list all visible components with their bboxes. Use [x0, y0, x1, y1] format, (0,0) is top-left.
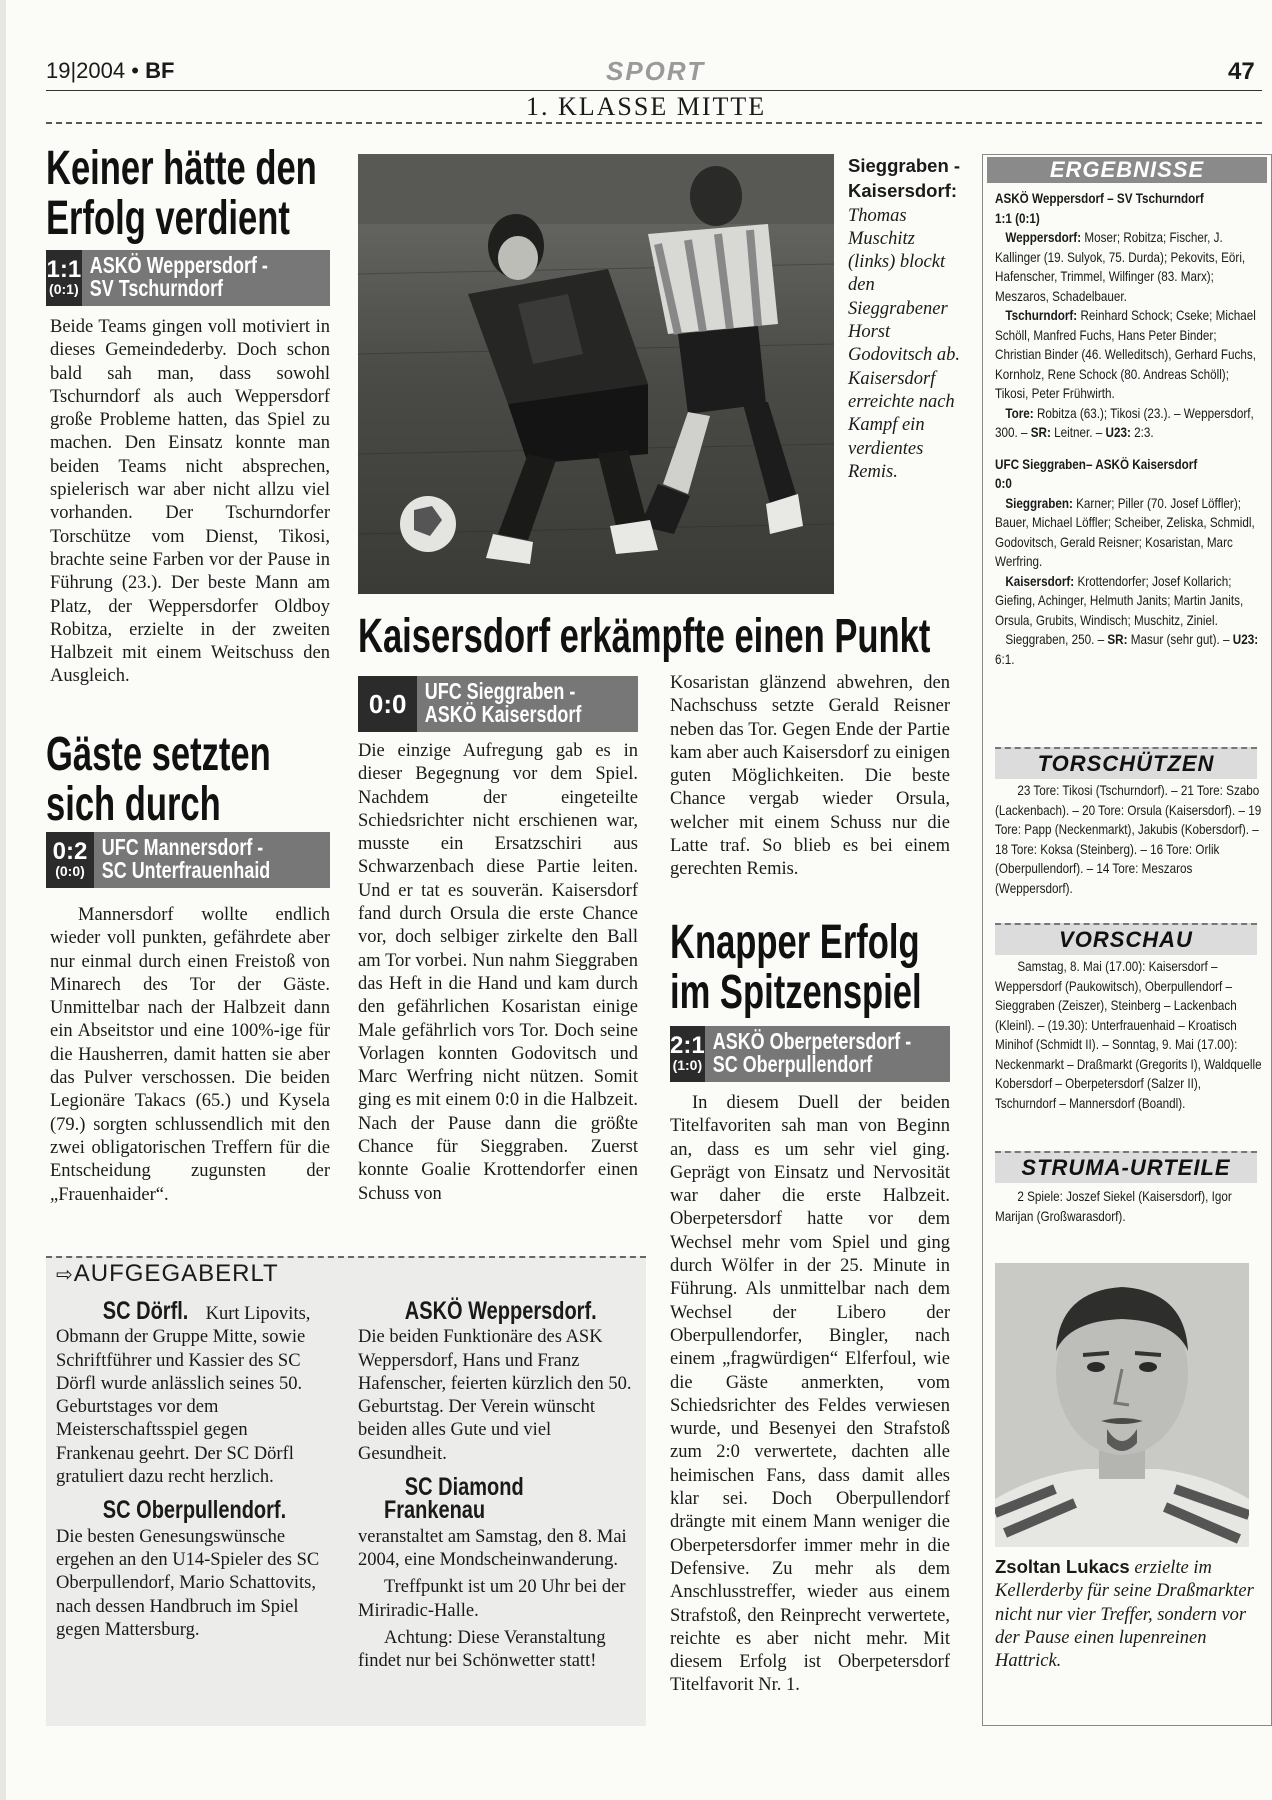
- article1-headline-text: Keiner hätte den Erfolg verdient: [46, 142, 317, 246]
- aufgegaberlt-item: ASKÖ Weppersdorf. Die beiden Funktionäre des ASK Weppersdorf, Hans und Franz Hafenscher, feierten kürzlich den 50. Geburtstag. Der Verein wünscht beiden alles Gute und viel Gesundheit.: [358, 1297, 632, 1464]
- article2-score: 0:2 (0:0): [46, 832, 94, 888]
- issue-separator: •: [131, 58, 139, 83]
- portrait-name: Zsoltan Lukacs: [995, 1556, 1130, 1577]
- newspaper-page: [6, 0, 1272, 1800]
- match2-title: UFC Sieggraben– ASKÖ Kaisersdorf: [995, 456, 1198, 472]
- match1-score: 1:1 (0:1): [995, 210, 1040, 226]
- article3-teams: UFC Sieggraben - ASKÖ Kaisersdorf: [425, 678, 582, 728]
- article1-score: 1:1 (0:1): [46, 250, 82, 306]
- league-title: 1. KLASSE MITTE: [526, 92, 767, 121]
- aufgegaberlt-item: Achtung: Diese Veranstaltung findet nur bei Schönwetter statt!: [358, 1627, 606, 1672]
- aufgegaberlt-item: SC Diamond Frankenau veranstaltet am Samstag, den 8. Mai 2004, eine Mondscheinwanderung.: [358, 1473, 627, 1570]
- article3-score: 0:0: [358, 676, 417, 732]
- match2-lineup-away: Kaisersdorf: Krottendorfer; Josef Kollarich; Giefing, Achinger, Helmuth Janits; Martin Janits, Orsula, Grubits, Windisch; Muschitz, Ziniel.: [995, 573, 1244, 628]
- match-photo-image: [358, 154, 834, 594]
- match2-score: 0:0: [995, 476, 1012, 491]
- page-number: 47: [1228, 58, 1255, 85]
- aufgegaberlt-item: SC Dörfl. Kurt Lipovits, Obmann der Gruppe Mitte, sowie Schriftführer und Kassier des SC Dörfl wurde anlässlich seines 50. Geburtstages vor dem Meisterschaftsspiel gegen Frankenau geehrt. Der SC Dörfl gratuliert dazu recht herzlich.: [56, 1297, 311, 1488]
- article3-body-col1: Die einzige Aufregung gab es in dieser Begegnung vor dem Spiel. Nachdem der eingeteilte Schiedsrichter nicht erschienen war, musste ein Ersatzschiri aus Schwarzenbach diese Partie leiten. Und er tat es souverän. Kaisersdorf fand durch Orsula die erste Chance vor, doch selbiger zirkelte den Ball am Tor vorbei. Nun nahm Sieggraben das Heft in die Hand und kam durch den gefährlichen Kosaristan einige Male gefährlich vors Tor. Doch seine Vorlagen konnten Godovitsch und Marc Werfring nicht nützen. Somit ging es mit einem 0:0 in die Halbzeit. Nach der Pause dann die größte Chance für Sieggraben. Zuerst konnte Goalie Krottendorfer einen Schuss von: [358, 741, 638, 1204]
- article4-headline: [670, 918, 970, 1019]
- article4-scorebox: [670, 1026, 950, 1082]
- aufgegaberlt-col2: [358, 1297, 638, 1677]
- article3-body-col2: Kosaristan glänzend abwehren, den Nachschuss setzte Gerald Reisner neben das Tor. Gegen Ende der Partie kam aber auch Kaisersdorf zu einigen guten Möglichkeiten. Die beste Chance vergab wieder Orsula, welcher mit einem Schuss nur die Latte traf. So blieb es bei einem gerechten Remis.: [670, 673, 950, 880]
- match1-goals: Tore: Robitza (63.); Tikosi (23.). – Weppersdorf, 300. – SR: Leitner. – U23: 2:3.: [995, 405, 1254, 440]
- article1-headline: [46, 144, 346, 245]
- match-photo: [358, 154, 834, 594]
- issue-number: 19|2004: [46, 58, 126, 83]
- portrait-image: [995, 1263, 1249, 1547]
- match1-lineup-home: Weppersdorf: Moser; Robitza; Fischer, J. Kallinger (19. Sulyok, 75. Durda); Pekovits, Eöri, Hafenscher, Trimmel, Wilfinger (83. Marx); Meszaros, Schadelbauer.: [995, 230, 1246, 304]
- header-dashed-rule: [46, 122, 1262, 124]
- photo-caption: [848, 154, 964, 484]
- article4-body: In diesem Duell der beiden Titelfavoriten sah man von Beginn an, dass es um sehr viel ging. Geprägt von Einsatz und Nervosität war daher die erste Halbzeit. Oberpetersdorf hatte vor dem Wechsel mehr vom Spiel und ging durch Wölfer in der 25. Minute in Führung. Als unmittelbar nach dem Wechsel der Libero der Oberpullendorfer, Bingler, nach einem „fragwürdigen“ Elferfoul, wie die Gäste anmerkten, vom Schiedsrichter des Feldes verwiesen wurde, und Besenyei den Strafstoß zum 2:0 verwertete, dachten alle heimischen Fans, dass damit alles klar sei. Doch Oberpullendorf drängte mit einem Mann weniger die Oberpetersdorfer immer mehr in die Defensive. Zu mehr als dem Anschlusstreffer, wieder aus einem Strafstoß, den Reinprecht verwertete, reichte es aber nicht mehr. Mit diesem Erfolg ist Oberpetersdorf Titelfavorit Nr. 1.: [670, 1093, 950, 1696]
- aufgegaberlt-item: Treffpunkt ist um 20 Uhr bei der Miriradic-Halle.: [358, 1577, 626, 1621]
- torschuetzen-title: TORSCHÜTZEN: [995, 747, 1257, 779]
- portrait-caption: [995, 1555, 1265, 1673]
- article3-headline: [358, 612, 958, 662]
- article2-headline: [46, 730, 346, 831]
- arrow-right-icon: ⇨: [56, 1264, 74, 1286]
- match2-lineup-home: Sieggraben: Karner; Piller (70. Josef Löffler); Bauer, Michael Löffler; Scheiber, Zeliska, Schmidl, Godovitsch, Gerald Reisner; Kosaristan, Marc Werfring.: [995, 495, 1255, 569]
- header-rule: [46, 90, 1262, 91]
- aufgegaberlt-col1: [56, 1297, 328, 1646]
- photo-caption-bold: Sieggraben - Kaisersdorf:: [848, 155, 961, 202]
- sidebar: [982, 154, 1272, 1726]
- aufgegaberlt-item: SC Oberpullendorf. Die besten Genesungswünsche ergehen an den U14-Spieler des SC Oberpullendorf, Mario Schattovits, nach dessen Handbruch im Spiel gegen Mattersburg.: [56, 1496, 320, 1640]
- article2-body: Mannersdorf wollte endlich wieder voll punkten, gefährdete aber nur einmal durch einen Freistoß von Minarech des Tor der Gäste. Unmittelbar nach der Halbzeit dann ein Abseitstor und eine 100%-ige für die Hausherren, damit hatten sie aber das Pulver verschossen. Die beiden Legionäre Takacs (65.) und Kysela (79.) sorgten schlussendlich mit den zwei obligatorischen Treffern für die Entscheidung zugunsten der „Frauenhaider“.: [50, 905, 330, 1205]
- ergebnisse-title: ERGEBNISSE: [987, 157, 1267, 183]
- publication-name: BF: [145, 58, 175, 83]
- article3-headline-text: Kaisersdorf erkämpfte einen Punkt: [358, 610, 931, 663]
- torschuetzen-text: 23 Tore: Tikosi (Tschurndorf). – 21 Tore: Szabo (Lackenbach). – 20 Tore: Orsula (Kaisersdorf). – 19 Tore: Papp (Neckenmarkt), Jakubis (Kobersdorf). – 18 Tore: Koksa (Steinberg). – 16 Tore: Orlik (Oberpullendorf). – 14 Tore: Meszaros (Weppersdorf).: [995, 783, 1262, 896]
- article4-teams: ASKÖ Oberpetersdorf - SC Oberpullendorf: [712, 1028, 911, 1078]
- aufgegaberlt-box: [46, 1256, 646, 1726]
- vorschau-text: Samstag, 8. Mai (17.00): Kaisersdorf – Weppersdorf (Paukowitsch), Oberpullendorf – Sieggraben (Zeiszer), Steinberg – Lackenbach (Kleinl). – (19.30): Unterfrauenhaid – Kroatisch Minihof (Schmidt II). – Sonntag, 9. Mai (17.00): Neckenmarkt – Draßmarkt (Gregorits I), Waldquelle Kobersdorf – Oberpetersdorf (Salzer II), Tschurndorf – Mannersdorf (Boandl).: [995, 959, 1262, 1111]
- issue-info: [46, 58, 174, 84]
- article4-headline-text: Knapper Erfolg im Spitzenspiel: [670, 916, 922, 1020]
- spacer: [995, 443, 1262, 455]
- article1-teams: ASKÖ Weppersdorf - SV Tschurndorf: [89, 252, 268, 302]
- article2-teams: UFC Mannersdorf - SC Unterfrauenhaid: [101, 834, 271, 884]
- struma-title: STRUMA-URTEILE: [995, 1151, 1257, 1183]
- ergebnisse-text: [995, 189, 1262, 669]
- match1-title: ASKÖ Weppersdorf – SV Tschurndorf: [995, 191, 1204, 206]
- photo-caption-text: Thomas Muschitz (links) blockt den Sieggrabener Horst Godovitsch ab. Kaisersdorf erreichte nach Kampf ein verdientes Remis.: [848, 205, 961, 482]
- section-title: SPORT: [606, 56, 706, 86]
- article2-scorebox: [46, 832, 330, 888]
- portrait-caption-text: erzielte im Kellerderby für seine Draßmarkter nicht nur vier Treffer, sondern vor der Pause einen lupenreinen Hattrick.: [995, 1558, 1254, 1672]
- match2-info: Sieggraben, 250. – SR: Masur (sehr gut). – U23: 6:1.: [995, 632, 1259, 667]
- vorschau-title: VORSCHAU: [995, 923, 1257, 955]
- match1-lineup-away: Tschurndorf: Reinhard Schock; Cseke; Michael Schöll, Manfred Fuchs, Hans Peter Binder; Christian Binder (46. Welleditsch), Gerhard Fuchs, Kornholz, Rene Schock (80. Andreas Schöll); Tikosi, Peter Frühwirth.: [995, 308, 1256, 401]
- article1-body: Beide Teams gingen voll motiviert in dieses Gemeindederby. Doch schon bald sah man, dass sowohl Tschurndorf als auch Weppersdorf große Probleme hatten, das Spiel zu machen. Den Einsatz konnte man beiden Teams nicht absprechen, spielerisch war aber nicht allzu viel vorhanden. Der Tschurndorfer Torschütze vom Dienst, Tikosi, brachte seine Farben vor der Pause in Führung (23.). Der beste Mann am Platz, der Weppersdorfer Oldboy Robitza, erzielte in der zweiten Halbzeit mit einem Weitschuss den Ausgleich.: [50, 317, 330, 687]
- aufgegaberlt-title: ⇨AUFGEGABERLT: [56, 1260, 279, 1287]
- article3-scorebox: [358, 676, 638, 732]
- struma-text: 2 Spiele: Joszef Siekel (Kaisersdorf), Igor Marijan (Großwarasdorf).: [995, 1189, 1232, 1224]
- article4-score: 2:1 (1:0): [670, 1026, 705, 1082]
- portrait-photo: [995, 1263, 1249, 1547]
- ball: [400, 496, 456, 552]
- article2-headline-text: Gäste setzten sich durch: [46, 728, 271, 832]
- article1-scorebox: [46, 250, 330, 306]
